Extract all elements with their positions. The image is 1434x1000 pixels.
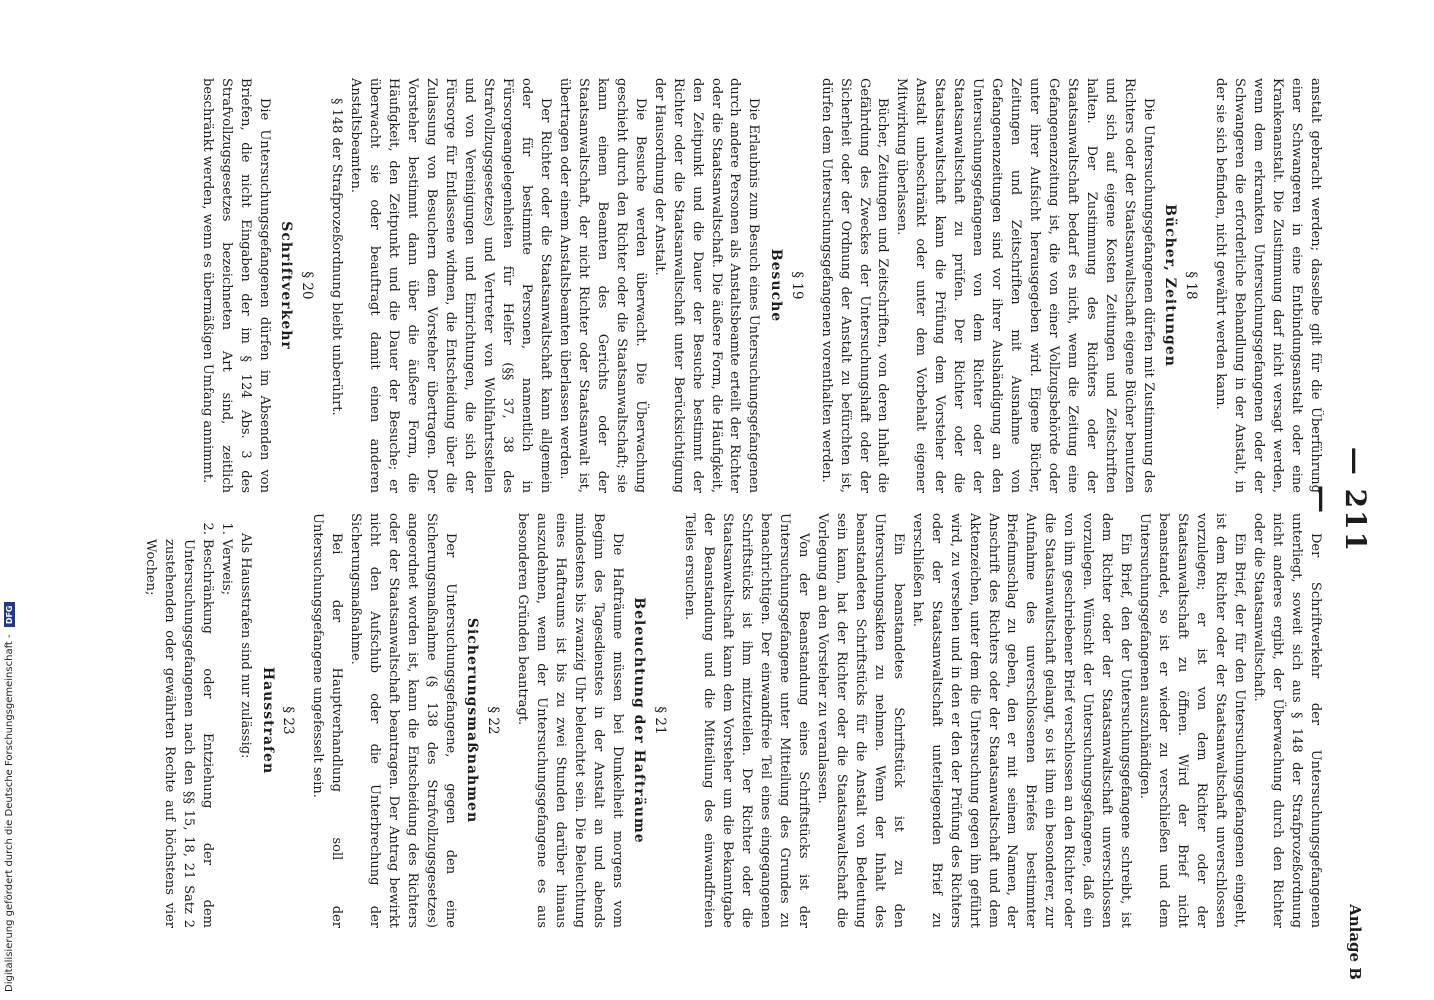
paragraph: Die Erlaubnis zum Besuch eines Untersuchungsgefangenen durch andere Personen als Anstaltsbeamte erteilt der Richter oder die Staatsanwaltschaft. Die äußere Form, die Häufigkeit, den Zeitpunkt und die Dauer der Besuche bestimmt der Richter oder die Staatsanwaltschaft unter Berücksichtigung der Hausordnung der Anstalt. [651,78,762,493]
list-item: 1. Verweis; [216,539,235,928]
paragraph: Die Untersuchungsgefangenen dürfen im Absenden von Briefen, die nicht Eingaben der im § 124 Abs. 3 des Strafvollzugsgesetzes bezeichneten Art sind, zeitlich beschränkt werden, wenn es übermäßigen Umfang annimmt. [200,78,273,493]
paragraph: Ein Brief, der für den Untersuchungsgefangenen eingeht, ist dem Richter oder der Staatsanwaltschaft unverschlossen vorzulegen; er ist von dem Richter oder der Staatsanwaltschaft zu öffnen. Wird der Brief nicht beanstandet, so ist er wieder zu verschließen und dem Untersuchungsgefangenen auszuhändigen. [1137,513,1248,928]
paragraph: Ein beanstandetes Schriftstück ist zu den Untersuchungsakten zu nehmen. Wenn der Inhalt des beanstandeten Schriftstücks für die Anstalt von Bedeutung sein kann, hat der Richter oder die Staatsanwaltschaft die Vorlegung an den Vorsteher zu veranlassen. [814,513,906,928]
paragraph: Ein Brief, den der Untersuchungsgefangene schreibt, ist dem Richter oder der Staatsanwaltschaft unverschlossen vorzulegen. Wünscht der Untersuchungsgefangene, daß ein von ihm geschriebener Brief verschlossen an den Richter oder die Staatsanwaltschaft gelangt, so ist ihm ein besonderer, zur Aufnahme des unverschlossenen Briefes bestimmter Briefumschlag zu geben, den er mit seinem Namen, der Anschrift des Richters oder der Staatsanwaltschaft und dem Aktenzeichen, unter dem die Untersuchung gegen ihn geführt wird, zu versehen und in den er den der Prüfung des Richters oder der Staatsanwaltschaft unterliegenden Brief zu verschließen hat. [909,513,1134,928]
footer-text: Digitalisierung gefördert durch die Deutsche Forschungsgemeinschaft - [4,634,15,992]
footer-credit [4,603,15,993]
dfg-logo: DFG [4,603,15,628]
list-item: 2. Beschränkung oder Entziehung der dem Untersuchungsgefangenen nach den §§ 15, 18, 21 Satz 2 zustehenden oder gewährten Rechte auf höchstens vier Wochen; [140,539,216,928]
paragraph: Der Untersuchungsgefangene, gegen den eine Sicherungsmaßnahme (§ 138 des Strafvollzugsgesetzes) angeordnet worden ist, kann die Entscheidung des Richters oder der Staatsanwaltschaft beantragen. Der Antrag bewirkt nicht den Aufschub oder die Unterbrechung der Sicherungsmaßnahme. [348,513,458,928]
footer-strip [0,0,24,1000]
section-number: § 23 [280,706,297,735]
penalty-list [140,513,235,928]
paragraph: § 148 der Strafprozeßordnung bleibt unberührt. [329,98,345,416]
section-title: Schriftverkehr [278,221,295,350]
paragraph: Der Schriftverkehr der Untersuchungsgefangenen unterliegt, soweit sich aus § 148 der Strafprozeßordnung nicht anderes ergibt, der Überwachung durch den Richter oder die Staatsanwaltschaft. [1251,513,1323,928]
paragraph: Die Besuche werden überwacht. Die Überwachung geschieht durch den Richter oder die Staatsanwaltschaft; sie kann einem Beamten des Gerichts oder der Staatsanwaltschaft, der nicht Richter oder Staatsanwalt ist, übertragen oder einem Anstaltsbeamten überlassen werden. [556,78,648,493]
paragraph: Der Richter oder die Staatsanwaltschaft kann allgemein oder für bestimmte Personen, namentlich in Fürsorgeangelegenheiten für Helfer (§§ 37, 38 des Strafvollzugsgesetzes) und Vertreter von Wohlfahrtsstellen und von Vereinigungen und Einrichtungen, die sich der Fürsorge für Entlassene widmen, die Entscheidung über die Zulassung von Besuchern dem Vorsteher übertragen. Der Vorsteher bestimmt dann über die äußere Form, die Häufigkeit, den Zeitpunkt und die Dauer der Besuche; er überwacht sie oder beauftragt damit einen anderen Anstaltsbeamten. [348,78,553,493]
left-column [94,78,1324,493]
section-title: Bücher, Zeitungen [1162,204,1179,367]
right-column [94,513,1324,928]
page-number: — 211 — [1306,446,1372,554]
paragraph: Die Untersuchungsgefangenen dürfen mit Zustimmung des Richters oder der Staatsanwaltschaft eigene Bücher benutzen und sich auf eigene Kosten Zeitungen und Zeitschriften halten. Der Zustimmung des Richters oder der Staatsanwaltschaft bedarf es nicht, wenn die Zeitung eine Gefangenenzeitung ist, die von einer Vollzugsbehörde oder unter ihrer Aufsicht herausgegeben wird. Eigene Bücher, Zeitungen und Zeitschriften mit Ausnahme von Gefangenenzeitungen sind vor ihrer Aushändigung an den Untersuchungsgefangenen von dem Richter oder der Staatsanwaltschaft zu prüfen. Der Richter oder die Staatsanwaltschaft kann die Prüfung dem Vorsteher der Anstalt unbeschränkt oder unter dem Vorbehalt eigener Mitwirkung überlassen. [894,78,1157,493]
section-number: § 18 [1183,271,1200,300]
section-number: § 19 [788,271,805,300]
section-title: Beleuchtung der Hafträume [631,597,648,844]
section-title: Besuche [767,248,784,323]
section-number: § 20 [299,271,316,300]
paragraph: Bei der Hauptverhandlung soll der Untersuchungsgefangene ungefesselt sein. [310,513,345,928]
paragraph: Von der Beanstandung eines Schriftstücks ist der Untersuchungsgefangene unter Mitteilung des Grundes zu benachrichtigen. Der einwandfreie Teil eines eingegangenen Schriftstücks ist ihm mitzuteilen. Der Richter oder die Staatsanwaltschaft kann dem Vorsteher um die Bekanntgabe der Beanstandung und die Mitteilung des einwandfreien Teiles ersuchen. [682,513,811,928]
paragraph: anstalt gebracht werden; dasselbe gilt für die Überführung einer Schwangeren in eine Entbindungsanstalt oder eine Krankenanstalt. Die Zustimmung darf nicht versagt werden, wenn dem erkrankten Untersuchungsgefangenen oder der Schwangeren die erforderliche Behandlung in der Anstalt, in der sie sich befinden, nicht gewährt werden kann. [1213,78,1323,493]
section-number: § 21 [652,706,669,735]
annex-label: Anlage B [1346,904,1364,980]
section-number: § 22 [485,706,502,735]
paragraph: Die Hafträume müssen bei Dunkelheit morgens vom Beginn des Tagesdienstes in der Anstalt an und abends mindestens bis zwanzig Uhr beleuchtet sein. Die Beleuchtung eines Haftraums ist bis zu zwei Stunden darüber hinaus auszudehnen, wenn der Untersuchungsgefangene es aus besonderen Gründen beantragt. [515,513,625,928]
section-title: Hausstrafen [259,666,276,775]
paragraph: Als Hausstrafen sind nur zulässig: [238,533,254,759]
paragraph: Bücher, Zeitungen und Zeitschriften, von deren Inhalt die Gefährdung des Zweckes der Untersuchungshaft oder der Sicherheit oder der Ordnung der Anstalt zu befürchten ist, dürfen dem Untersuchungsgefangenen vorenthalten werden. [818,78,891,493]
section-title: Sicherungsmaßnahmen [464,617,481,824]
